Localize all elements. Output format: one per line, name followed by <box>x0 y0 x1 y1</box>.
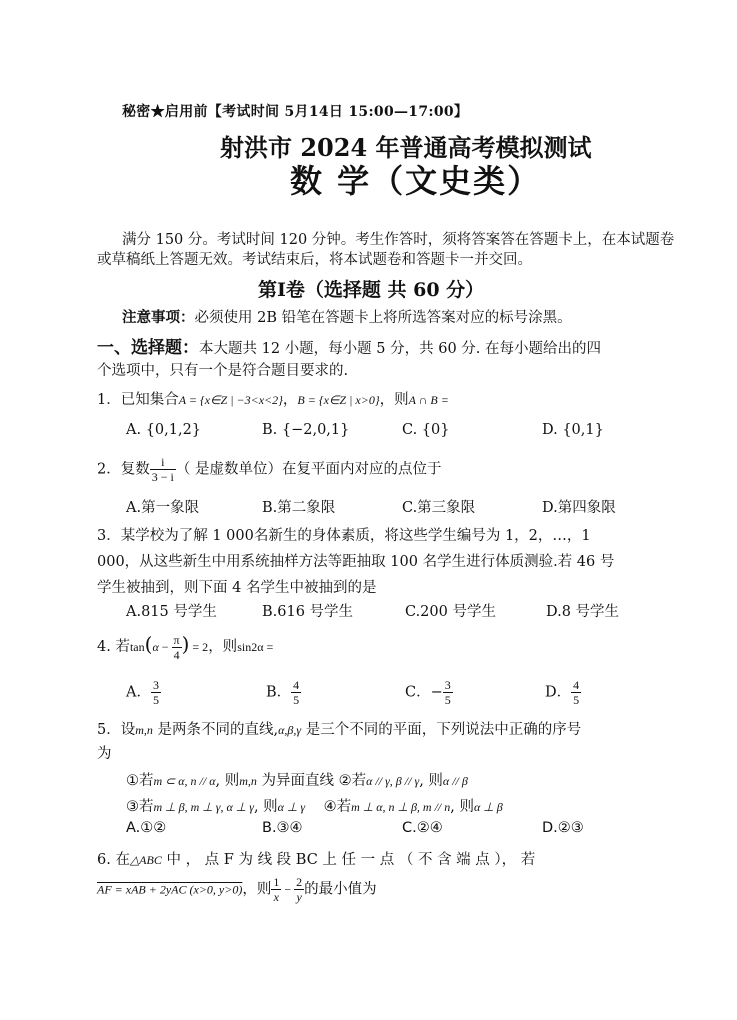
q6-frac-1: $\frac{1}{x}$ <box>273 875 280 904</box>
q5-statements-3-4: ③若m ⊥ β, m ⊥ γ, α ⊥ γ, 则α ⊥ γ ④若m ⊥ α, n ⊥ β, m // n, 则α ⊥ β <box>126 799 503 815</box>
q5-option-a: A.①② <box>126 820 167 836</box>
q6-line-2: AF = xAB + 2yAC (x>0, y>0)，则 $\frac{1}{x}$ − $\frac{2}{y}$ 的最小值为 <box>97 875 377 904</box>
question-5 <box>97 718 581 739</box>
q5-s2-label: 为异面直线 ②若 <box>256 773 367 789</box>
q5-option-c: C.②④ <box>402 820 443 836</box>
q3-option-d: D.8 号学生 <box>546 604 620 620</box>
q3-line-1: 3．某学校为了解 1 000名新生的身体素质，将这些学生编号为 1，2，…，1 <box>97 528 591 544</box>
q4-option-c: C．− $\frac{3}{5}$ <box>405 678 451 707</box>
question-4: 4. 若tan(α − $\frac{\pi}{4}$ ) = 2，则sin2α = <box>97 632 274 662</box>
q5-s3-label: ③若 <box>126 799 154 815</box>
q1-set-b: B = {x∈Z | x>0} <box>297 393 380 407</box>
q5-s4-label: ④若 <box>323 799 352 815</box>
q2-option-c: C.第三象限 <box>402 500 476 516</box>
part-1-title: 第Ⅰ卷（选择题 共 60 分） <box>258 279 485 301</box>
q2-fraction <box>150 455 176 484</box>
q4-option-b: B． $\frac{4}{5}$ <box>266 678 300 707</box>
q3-option-c: C.200 号学生 <box>405 604 496 620</box>
question-2 <box>97 455 441 484</box>
q5-text2: 是三个不同的平面，下列说法中正确的序号 <box>301 722 582 738</box>
q5-prefix: 5．设 <box>97 722 136 738</box>
q2-option-a: A.第一象限 <box>126 500 200 516</box>
q1-option-a: A. {0,1,2} <box>126 422 202 438</box>
q3-option-b: B.616 号学生 <box>262 604 354 620</box>
q6-frac-2: $\frac{2}{y}$ <box>296 875 303 904</box>
q4-rhs: = 2 <box>189 640 209 654</box>
q1-option-c: C. {0} <box>402 422 450 438</box>
q5-line-2: 为 <box>97 746 112 762</box>
q5-option-d: D.②③ <box>542 820 584 836</box>
q2-denominator: 3 − i <box>151 470 174 484</box>
q2-option-b: B.第二象限 <box>262 500 336 516</box>
q5-text1: 是两条不同的直线, <box>152 722 279 738</box>
q5-statements-1-2: ①若m ⊂ α, n // α, 则m,n 为异面直线 ②若α // γ, β // γ, 则α // β <box>126 773 468 789</box>
q4-ask: sin2α = <box>237 640 274 654</box>
confidential-header: 秘密★启用前【考试时间 5月14日 15:00—17:00】 <box>122 104 469 120</box>
q1-sep: ， <box>282 392 298 408</box>
subject-title: 数 学（文史类） <box>290 162 542 200</box>
q4-mid: ，则 <box>208 639 238 655</box>
q1-suffix: ，则 <box>379 392 409 408</box>
q1-ask: A ∩ B = <box>408 393 449 407</box>
section-text-2: 个选项中，只有一个是符合题目要求的. <box>97 363 349 379</box>
q6-triangle: △ABC <box>129 853 162 867</box>
exam-title: 射洪市 2024 年普通高考模拟测试 <box>220 133 592 162</box>
notice-text: 必须使用 2B 铅笔在答题卡上将所选答案对应的标号涂黑。 <box>194 310 572 326</box>
notice <box>122 306 572 327</box>
q1-prefix: 1．已知集合 <box>97 392 179 408</box>
q5-mn: m,n <box>135 723 153 737</box>
q4-option-a: A． $\frac{3}{5}$ <box>126 678 159 707</box>
q3-option-a: A.815 号学生 <box>126 604 217 620</box>
question-1 <box>97 388 449 409</box>
q1-option-b: B. {−2,0,1} <box>262 422 350 438</box>
q5-s1-label: ①若 <box>126 773 154 789</box>
notice-label: 注意事项： <box>122 309 195 326</box>
q4-option-d: D． $\frac{4}{5}$ <box>545 678 580 707</box>
q2-numerator: i <box>150 455 176 470</box>
q5-abg: α,β,γ <box>278 723 302 737</box>
q2-option-d: D.第四象限 <box>542 500 616 516</box>
q2-prefix: 2．复数 <box>97 461 150 478</box>
q6-vector-eq: AF = xAB + 2yAC (x>0, y>0) <box>97 882 243 897</box>
q4-pi-fraction <box>172 633 182 662</box>
instructions-line-1: 满分 150 分。考试时间 120 分钟。考生作答时，须将答案答在答题卡上，在本试题卷 <box>122 232 675 248</box>
q4-four: 4 <box>173 647 180 662</box>
section-text-1: 本大题共 12 小题，每小题 5 分，共 60 分. 在每小题给出的四 <box>199 341 601 357</box>
instructions-line-2: 或草稿纸上答题无效。考试结束后，将本试题卷和答题卡一并交回。 <box>97 252 532 268</box>
q6-line-1: 6. 在△ABC 中 ， 点 F 为 线 段 BC 上 任 一 点 （ 不 含 端 点 ）， 若 <box>97 852 536 868</box>
q2-text: （ 是虚数单位）在复平面内对应的点位于 <box>175 461 442 478</box>
q4-pi: π <box>173 632 180 647</box>
q3-line-2: 000，从这些新生中用系统抽样方法等距抽取 100 名学生进行体质测验.若 46 号 <box>97 554 615 570</box>
q4-prefix: 4. 若 <box>97 639 130 655</box>
q3-line-3: 学生被抽到，则下面 4 名学生中被抽到的是 <box>97 580 377 596</box>
q1-option-d: D. {0,1} <box>542 422 604 438</box>
q4-alpha: α <box>152 640 159 654</box>
section-label: 一、选择题： <box>97 338 199 358</box>
q5-option-b: B.③④ <box>262 820 303 836</box>
q4-tan: tan <box>129 640 145 654</box>
q1-set-a: A = {x∈Z | −3<x<2} <box>178 393 283 407</box>
section-heading <box>97 333 601 358</box>
